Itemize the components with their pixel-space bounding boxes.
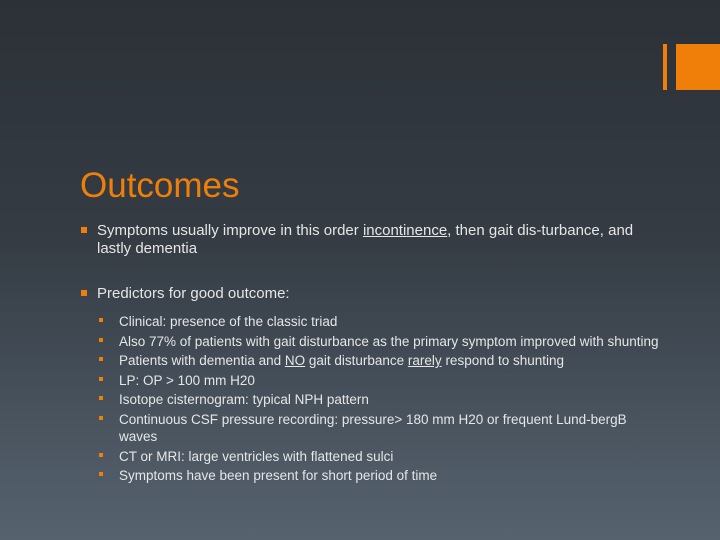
slide-title: Outcomes — [80, 166, 240, 205]
sub-item-dementia — [98, 352, 660, 369]
sub-item-imaging: CT or MRI: large ventricles with flattened sulci — [98, 448, 660, 465]
accent-bar-thin — [663, 44, 667, 90]
predictors-sublist — [97, 313, 660, 484]
underlined-rarely: rarely — [407, 353, 442, 369]
sub-item-duration: Symptoms have been present for short period of time — [98, 467, 660, 484]
bullet-text-before: Symptoms usually improve in this order — [97, 222, 363, 239]
slide-content — [80, 222, 660, 511]
sub-item-cisternogram: Isotope cisternogram: typical NPH pattern — [98, 391, 660, 408]
underlined-incontinence: incontinence — [362, 222, 448, 239]
bullet-text-after: , then gait dis-turbance, and lastly dementia — [97, 222, 634, 257]
sub-item-gait-improvement: Also 77% of patients with gait disturbance as the primary symptom improved with shunting — [98, 333, 660, 350]
bullet-list — [80, 222, 660, 484]
underlined-no: NO — [284, 353, 306, 369]
sub-item-dementia-part1: Patients with dementia and — [119, 353, 285, 369]
sub-item-dementia-part2: gait disturbance — [305, 353, 408, 369]
sub-item-dementia-part3: respond to shunting — [441, 353, 565, 369]
bullet-symptoms-order — [80, 222, 660, 258]
sub-item-csf-pressure: Continuous CSF pressure recording: pressure> 180 mm H20 or frequent Lund-bergB waves — [98, 411, 660, 445]
accent-bar-thick — [676, 44, 720, 90]
sub-item-lp: LP: OP > 100 mm H20 — [98, 372, 660, 389]
bullet-predictors — [80, 285, 660, 484]
bullet-predictors-label: Predictors for good outcome: — [97, 285, 290, 302]
sub-item-clinical: Clinical: presence of the classic triad — [98, 313, 660, 330]
